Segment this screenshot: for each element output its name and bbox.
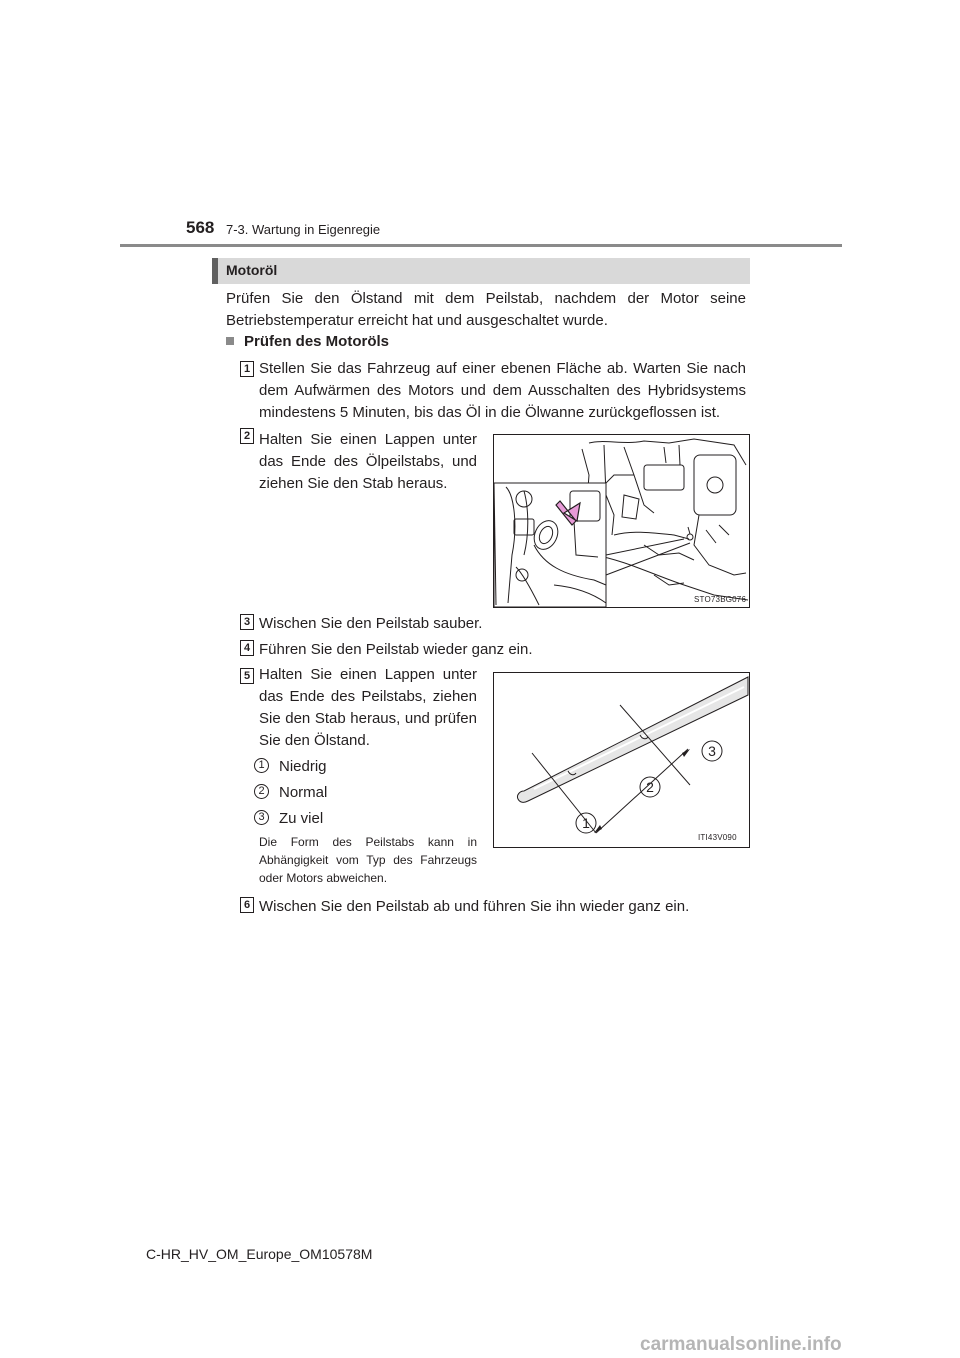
level-number-2: 2 [254,784,269,799]
step-2-text: Halten Sie einen Lappen unter das Ende des Ölpeilstabs, und ziehen Sie den Stab heraus. [259,431,477,492]
callout-1: 1 [582,815,590,831]
step-6-text: Wischen Sie den Peilstab ab und führen Sie ihn wieder ganz ein. [259,898,690,915]
level-number-3: 3 [254,810,269,825]
step-number-1: 1 [240,361,254,377]
level-number-1: 1 [254,758,269,773]
square-bullet-icon [226,337,234,345]
step-4-text: Führen Sie den Peilstab wieder ganz ein. [259,641,533,658]
section-title-accent [212,258,218,284]
callout-2: 2 [646,779,654,795]
note-text: Die Form des Peilstabs kann in Abhängigkeit vom Typ des Fahrzeugs oder Motors abweichen. [259,835,477,885]
dipstick-figure-code: ITI43V090 [698,833,737,842]
section-reference: 7-3. Wartung in Eigenregie [226,222,381,237]
step-3-text: Wischen Sie den Peilstab sauber. [259,615,483,632]
section-title: Motoröl [226,262,278,278]
section-title-bar [212,258,750,284]
step-number-4: 4 [240,640,254,656]
level-label-too-much: Zu viel [279,810,324,827]
footer-doc-id: C-HR_HV_OM_Europe_OM10578M [146,1246,373,1262]
step-number-5: 5 [240,668,254,684]
step-number-3: 3 [240,614,254,630]
subheading [226,333,389,350]
callout-3: 3 [708,743,716,759]
level-label-normal: Normal [279,784,328,801]
page-number: 568 [186,218,215,237]
step-number-2: 2 [240,428,254,444]
subheading-text: Prüfen des Motoröls [244,333,390,350]
step-5-text: Halten Sie einen Lappen unter das Ende des Peilstabs, ziehen Sie den Stab heraus, und prüfen Sie den Ölstand. [259,666,477,749]
step-1-text: Stellen Sie das Fahrzeug auf einer ebenen Fläche ab. Warten Sie nach dem Aufwärmen des Motors und dem Ausschalten des Hybridsystems mindestens 5 Minuten, bis das Öl in die Ölwanne zurückgeflossen ist. [259,360,746,421]
engine-bay-illustration [494,435,749,607]
intro-paragraph: Prüfen Sie den Ölstand mit dem Peilstab, nachdem der Motor seine Betriebstemperatur erreicht hat und ausgeschaltet wurde. [226,290,746,329]
step-number-6: 6 [240,897,254,913]
dipstick-illustration [494,673,749,847]
engine-bay-figure [493,434,750,608]
dipstick-figure [493,672,750,848]
level-label-low: Niedrig [279,758,327,775]
header-divider [120,244,842,247]
engine-figure-code: STO73BG076 [694,595,747,604]
watermark: carmanualsonline.info [640,1334,842,1355]
